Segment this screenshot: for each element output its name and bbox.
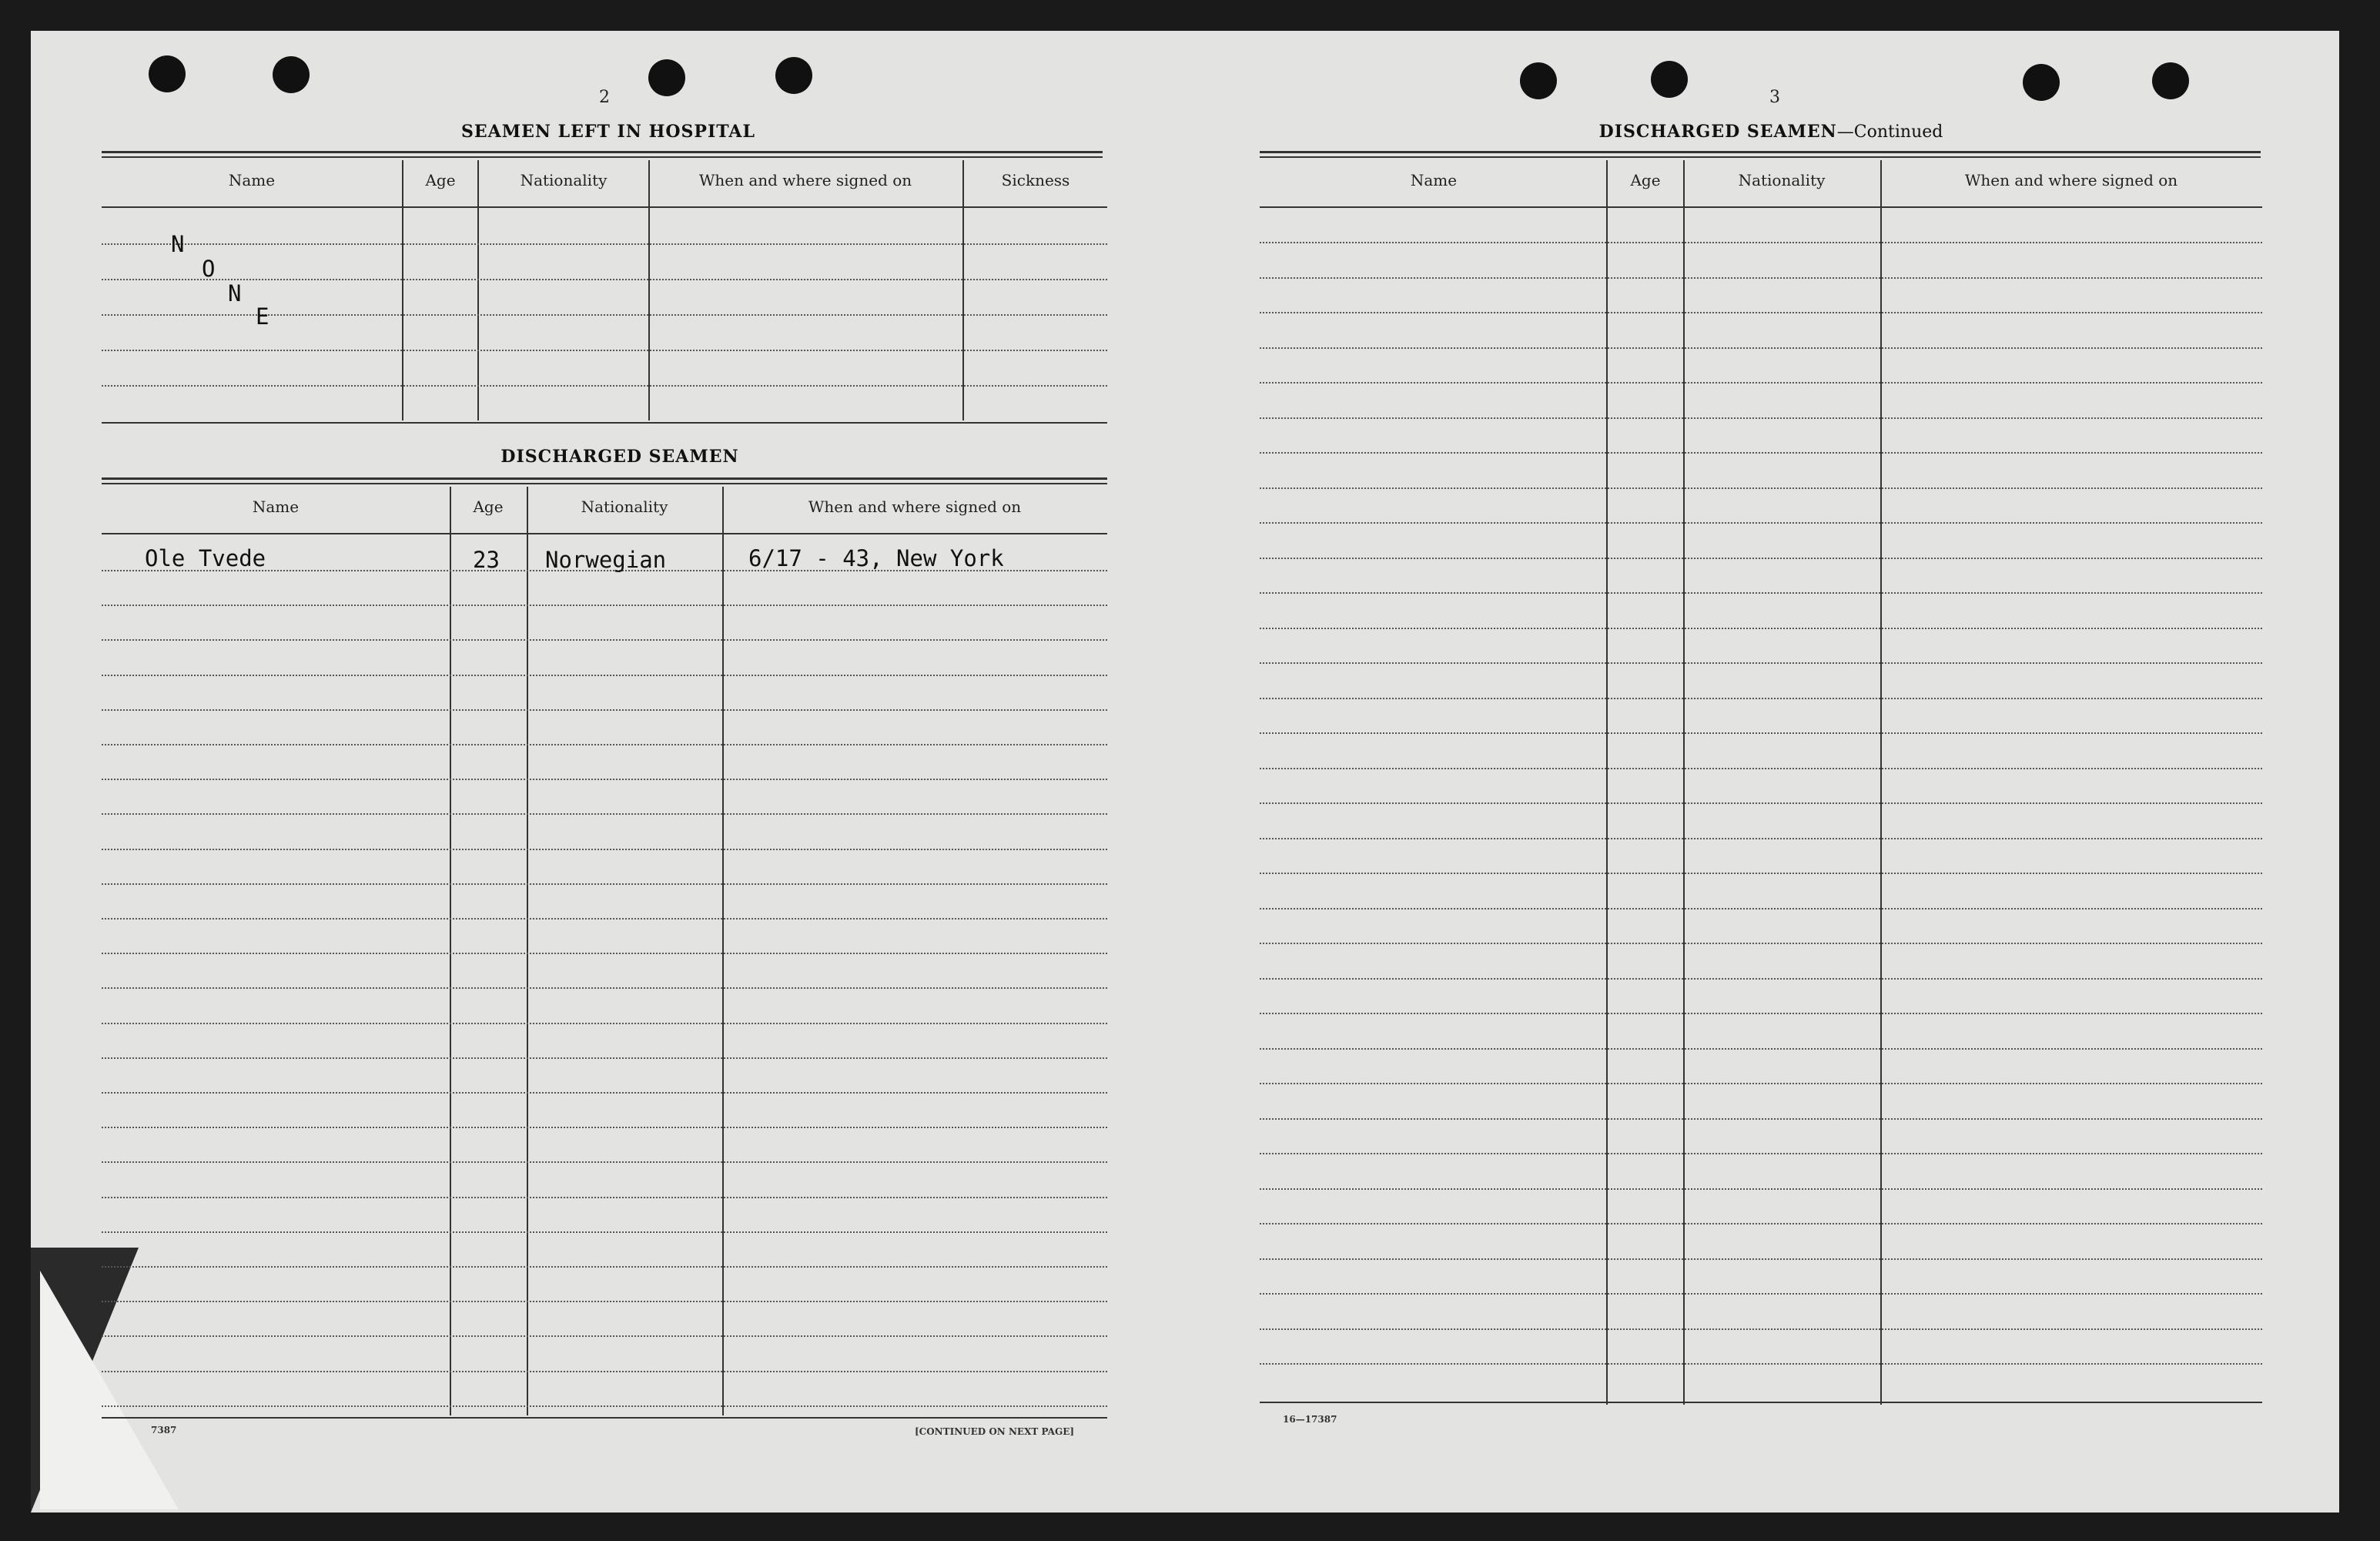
row-line (1260, 768, 2262, 769)
row-line (1260, 1083, 2262, 1084)
row-line (1260, 628, 2262, 629)
row-line (1260, 662, 2262, 664)
punch-hole (273, 56, 310, 93)
row-line (102, 605, 1107, 606)
double-rule (102, 151, 1103, 158)
row-line (102, 1371, 1107, 1372)
punch-hole (775, 57, 812, 94)
row-line (102, 918, 1107, 920)
column-divider (648, 160, 650, 420)
col-nationality-right: Nationality (1738, 171, 1826, 189)
col-age-hospital: Age (425, 171, 456, 189)
row-line (1260, 943, 2262, 944)
punch-hole (1520, 62, 1557, 99)
row-line (102, 1335, 1107, 1337)
row-line (102, 1301, 1107, 1302)
none-letter: O (202, 256, 216, 282)
row-line (1260, 242, 2262, 243)
row-line (102, 987, 1107, 989)
row-line (102, 744, 1107, 745)
row-line (102, 350, 1107, 351)
row-line (102, 953, 1107, 954)
row-line (102, 279, 1107, 280)
row-line (1260, 698, 2262, 699)
row-line (1260, 1258, 2262, 1260)
row-line (1260, 1153, 2262, 1154)
col-signed-on-right: When and where signed on (1964, 171, 2178, 189)
none-letter: N (171, 231, 185, 257)
discharged-continued-title (1525, 122, 2017, 142)
double-rule (102, 477, 1107, 484)
col-nationality-discharged: Nationality (581, 497, 668, 516)
row-line (1260, 873, 2262, 874)
row-line (1260, 1013, 2262, 1014)
seaman-name: Ole Tvede (145, 545, 266, 571)
row-line (102, 1161, 1107, 1163)
row-line (102, 1266, 1107, 1268)
row-line (102, 849, 1107, 850)
row-line (1260, 1328, 2262, 1330)
row-line (1260, 978, 2262, 980)
column-divider (402, 160, 403, 420)
row-line (1260, 838, 2262, 839)
row-line (1260, 908, 2262, 910)
column-divider (450, 487, 451, 1415)
col-name-discharged: Name (252, 497, 300, 516)
discharged-section-title: DISCHARGED SEAMEN (500, 447, 739, 467)
title-main: DISCHARGED SEAMEN (1598, 122, 1837, 142)
row-line (1260, 452, 2262, 454)
col-age-right: Age (1630, 171, 1661, 189)
row-line (1260, 1223, 2262, 1224)
col-age-discharged: Age (473, 497, 504, 516)
hospital-section-title: SEAMEN LEFT IN HOSPITAL (461, 122, 755, 142)
form-number-right: 16—17387 (1283, 1414, 1337, 1425)
punch-hole (149, 55, 186, 92)
table-bottom-rule (1260, 1402, 2262, 1403)
row-line (1260, 1118, 2262, 1120)
row-line (102, 709, 1107, 711)
form-number-left: 7387 (151, 1425, 177, 1435)
header-rule (1260, 206, 2262, 208)
row-line (1260, 277, 2262, 279)
row-line (1260, 1293, 2262, 1295)
row-line (1260, 558, 2262, 559)
row-line (1260, 1188, 2262, 1190)
col-nationality-hospital: Nationality (520, 171, 608, 189)
punch-hole (2152, 62, 2189, 99)
row-line (102, 1057, 1107, 1059)
col-signed-on-discharged: When and where signed on (808, 497, 1022, 516)
row-line (102, 675, 1107, 676)
row-line (102, 1197, 1107, 1198)
column-divider (722, 487, 724, 1415)
double-rule (1260, 151, 2261, 158)
row-line (1260, 1363, 2262, 1365)
title-continued: —Continued (1836, 122, 1943, 142)
seaman-age: 23 (473, 547, 500, 573)
punch-hole (2023, 64, 2060, 101)
seaman-signed-on: 6/17 - 43, New York (748, 545, 1004, 571)
row-line (1260, 312, 2262, 313)
continued-note: [CONTINUED ON NEXT PAGE] (915, 1426, 1075, 1437)
row-line (102, 813, 1107, 815)
punch-hole (1651, 61, 1688, 98)
header-rule (102, 533, 1107, 534)
col-signed-on-hospital: When and where signed on (698, 171, 912, 189)
row-line (102, 779, 1107, 780)
col-sickness-hospital: Sickness (1001, 171, 1070, 189)
column-divider (962, 160, 964, 420)
row-line (102, 1405, 1107, 1407)
column-divider (527, 487, 528, 1415)
row-line (1260, 1048, 2262, 1050)
row-line (102, 314, 1107, 316)
seaman-nationality: Norwegian (545, 547, 667, 573)
none-letter: N (228, 280, 242, 307)
none-letter: E (256, 303, 269, 330)
row-line (1260, 592, 2262, 594)
col-name-hospital: Name (228, 171, 276, 189)
col-name-right: Name (1410, 171, 1458, 189)
row-line (1260, 522, 2262, 524)
page-number-left: 2 (599, 88, 610, 107)
row-line (102, 1231, 1107, 1233)
row-line (102, 385, 1107, 387)
document-sheet (31, 31, 2339, 1513)
section-bottom-rule (102, 422, 1107, 424)
folded-corner (40, 1271, 179, 1509)
row-line (1260, 417, 2262, 419)
row-line (1260, 802, 2262, 804)
row-line (102, 1092, 1107, 1094)
row-line (1260, 732, 2262, 734)
row-line (102, 243, 1107, 245)
row-line (1260, 487, 2262, 489)
row-line (102, 639, 1107, 641)
column-divider (477, 160, 479, 420)
row-line (1260, 347, 2262, 349)
header-rule (102, 206, 1107, 208)
row-line (102, 1023, 1107, 1024)
page-number-right: 3 (1769, 88, 1780, 107)
row-line (1260, 382, 2262, 384)
table-bottom-rule (102, 1417, 1107, 1419)
row-line (102, 883, 1107, 885)
punch-hole (648, 59, 685, 96)
row-line (102, 1127, 1107, 1128)
